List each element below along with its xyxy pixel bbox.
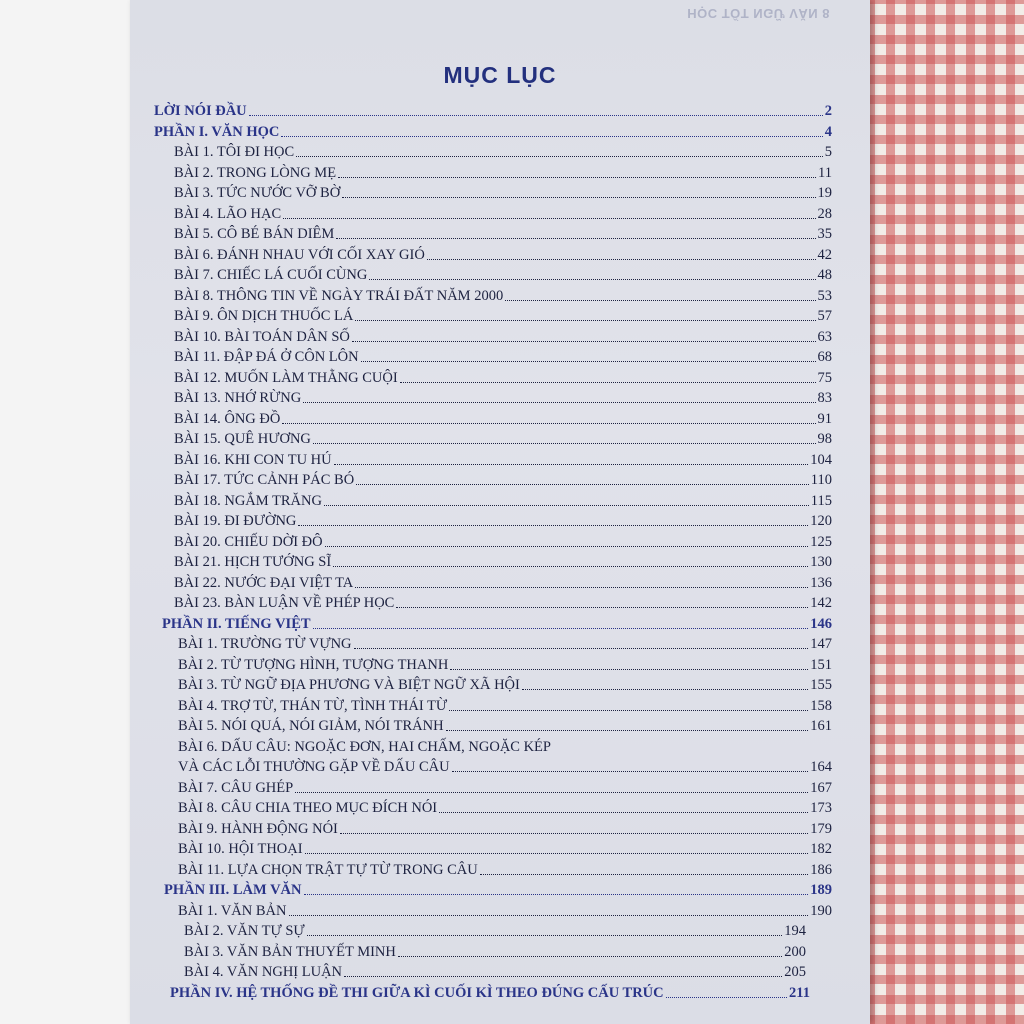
dot-leader <box>298 525 808 526</box>
dot-leader <box>446 730 809 731</box>
dot-leader <box>396 607 808 608</box>
dot-leader <box>400 382 816 383</box>
toc-entry-label: BÀI 2. TRONG LÒNG MẸ <box>174 164 337 181</box>
toc-entry-label: BÀI 23. BÀN LUẬN VỀ PHÉP HỌC <box>174 595 395 611</box>
toc-entry-label: BÀI 9. HÀNH ĐỘNG NÓI <box>178 820 338 837</box>
background-left <box>0 0 130 1024</box>
toc-entry <box>174 429 832 448</box>
toc-entry-page-number: 19 <box>817 185 832 201</box>
dot-leader <box>340 833 808 834</box>
toc-entry-page-number: 104 <box>810 451 832 468</box>
toc-entry-page-number: 57 <box>817 308 832 324</box>
dot-leader <box>450 669 808 670</box>
toc-entry-label: LỜI NÓI ĐẦU <box>154 103 247 119</box>
toc-entry <box>184 921 806 940</box>
toc-entry <box>178 901 832 920</box>
toc-entry-page-number: 158 <box>810 697 832 714</box>
dot-leader <box>356 484 809 485</box>
toc-entry-page-number: 125 <box>810 533 832 550</box>
toc-entry-label: PHẦN II. TIẾNG VIỆT <box>162 615 311 632</box>
toc-entry <box>178 819 832 838</box>
toc-entry-page-number: 2 <box>824 103 832 119</box>
toc-entry-label: BÀI 2. TỪ TƯỢNG HÌNH, TƯỢNG THANH <box>178 656 449 673</box>
toc-entry-page-number: 151 <box>810 656 832 673</box>
toc-entry <box>174 327 832 346</box>
toc-entry <box>178 655 832 674</box>
dot-leader <box>313 628 809 629</box>
dot-leader <box>313 443 816 444</box>
dot-leader <box>427 259 816 260</box>
dot-leader <box>304 894 809 895</box>
toc-entry-label: BÀI 5. NÓI QUÁ, NÓI GIẢM, NÓI TRÁNH <box>178 718 444 734</box>
toc-entry-page-number: 35 <box>817 226 832 242</box>
toc-entry <box>174 388 832 407</box>
toc-section-entry <box>154 122 832 141</box>
toc-entry <box>174 491 832 510</box>
toc-entry <box>174 265 832 284</box>
dot-leader <box>369 279 815 280</box>
toc-entry-page-number: 63 <box>817 328 832 345</box>
toc-entry-page-number: 28 <box>817 205 832 222</box>
dot-leader <box>344 976 782 977</box>
page-title: MỤC LỤC <box>443 62 557 88</box>
toc-entry <box>174 163 832 182</box>
toc-entry-label: BÀI 6. ĐÁNH NHAU VỚI CỐI XAY GIÓ <box>174 246 425 263</box>
toc-entry-label: BÀI 10. BÀI TOÁN DÂN SỐ <box>174 328 350 345</box>
book-page <box>130 0 870 1024</box>
toc-entry <box>174 573 832 592</box>
toc-entry-label: BÀI 17. TỨC CẢNH PÁC BÓ <box>174 472 355 488</box>
toc-entry <box>178 839 832 858</box>
toc-entry-label: BÀI 8. CÂU CHIA THEO MỤC ĐÍCH NÓI <box>178 800 438 816</box>
toc-entry <box>174 532 832 551</box>
toc-entry <box>174 142 832 161</box>
dot-leader <box>355 320 815 321</box>
toc-entry-page-number: 42 <box>817 246 832 263</box>
toc-entry-page-number: 11 <box>818 164 832 181</box>
toc-entry-page-number: 120 <box>810 513 832 529</box>
toc-entry <box>174 552 832 571</box>
toc-entry-page-number: 115 <box>810 492 832 509</box>
toc-entry <box>178 716 832 735</box>
toc-entry-page-number: 98 <box>817 431 832 447</box>
toc-entry <box>174 347 832 366</box>
toc-entry-label: BÀI 6. DẤU CÂU: NGOẶC ĐƠN, HAI CHẤM, NGOẶC KÉP <box>178 738 551 755</box>
toc-entry-label: PHẦN IV. HỆ THỐNG ĐỀ THI GIỮA KÌ CUỐI KÌ THEO ĐÚNG CẤU TRÚC <box>170 984 664 1001</box>
toc-entry-page-number: 142 <box>810 595 832 611</box>
toc-entry-page-number: 4 <box>824 123 832 140</box>
toc-entry-label: BÀI 11. ĐẬP ĐÁ Ở CÔN LÔN <box>174 349 359 365</box>
dot-leader <box>338 177 816 178</box>
toc-entry-page-number: 173 <box>810 800 832 816</box>
dot-leader <box>333 566 808 567</box>
toc-entry-label: BÀI 3. TỪ NGỮ ĐỊA PHƯƠNG VÀ BIỆT NGỮ XÃ HỘI <box>178 677 520 693</box>
toc-entry-page-number: 147 <box>810 636 832 652</box>
bleed-through-text: HỌC TỐT NGỮ VĂN 8 <box>687 6 830 21</box>
toc-entry-label: BÀI 7. CÂU GHÉP <box>178 779 294 796</box>
dot-leader <box>354 648 809 649</box>
toc-entry-label: BÀI 19. ĐI ĐƯỜNG <box>174 513 297 529</box>
toc-entry-label: BÀI 3. TỨC NƯỚC VỠ BỜ <box>174 185 341 201</box>
dot-leader <box>666 997 787 998</box>
toc-entry-page-number: 155 <box>810 677 832 693</box>
dot-leader <box>336 238 815 239</box>
toc-entry-page-number: 167 <box>810 779 832 796</box>
toc-entry-page-number: 53 <box>817 287 832 304</box>
toc-entry-label: BÀI 15. QUÊ HƯƠNG <box>174 431 311 447</box>
toc-entry <box>174 593 832 612</box>
toc-entry-label: BÀI 3. VĂN BẢN THUYẾT MINH <box>184 943 396 960</box>
dot-leader <box>324 505 809 506</box>
toc-entry-label: BÀI 8. THÔNG TIN VỀ NGÀY TRÁI ĐẤT NĂM 2000 <box>174 287 504 304</box>
toc-entry-page-number: 75 <box>817 369 832 386</box>
toc-entry-page-number: 205 <box>784 964 806 980</box>
toc-entry <box>178 860 832 879</box>
toc-entry-label: PHẦN III. LÀM VĂN <box>164 882 302 898</box>
checkered-cloth-background <box>866 0 1024 1024</box>
toc-entry-page-number: 110 <box>810 472 832 488</box>
dot-leader <box>307 935 783 936</box>
toc-entry <box>174 224 832 243</box>
dot-leader <box>452 771 809 772</box>
toc-entry-page-number: 48 <box>817 267 832 283</box>
toc-entry <box>178 757 832 776</box>
toc-entry-page-number: 146 <box>810 615 832 632</box>
dot-leader <box>398 956 782 957</box>
toc-entry-page-number: 211 <box>789 984 810 1001</box>
toc-entry <box>178 778 832 797</box>
toc-entry-page-number: 190 <box>810 902 832 919</box>
toc-entry-page-number: 91 <box>817 410 832 427</box>
toc-entry-label: BÀI 1. TÔI ĐI HỌC <box>174 144 295 160</box>
dot-leader <box>282 423 815 424</box>
toc-entry-label: BÀI 21. HỊCH TƯỚNG SĨ <box>174 554 332 570</box>
toc-entry-label: BÀI 4. LÃO HẠC <box>174 205 282 222</box>
toc-entry-page-number: 130 <box>810 554 832 570</box>
toc-section-entry <box>164 880 832 899</box>
toc-entry-label: BÀI 14. ÔNG ĐỒ <box>174 410 281 427</box>
toc-entry-label: BÀI 11. LỰA CHỌN TRẬT TỰ TỪ TRONG CÂU <box>178 861 478 878</box>
dot-leader <box>505 300 815 301</box>
toc-entry-page-number: 179 <box>810 820 832 837</box>
toc-entry <box>178 634 832 653</box>
toc-entry-label: PHẦN I. VĂN HỌC <box>154 123 280 140</box>
toc-entry <box>178 675 832 694</box>
toc-entry-page-number: 164 <box>810 759 832 775</box>
toc-section-entry <box>154 101 832 120</box>
toc-entry-label: VÀ CÁC LỖI THƯỜNG GẶP VỀ DẤU CÂU <box>178 759 450 775</box>
toc-entry-page-number: 200 <box>784 943 806 960</box>
toc-entry <box>184 962 806 981</box>
toc-entry-page-number: 83 <box>817 390 832 406</box>
toc-entry-label: BÀI 16. KHI CON TU HÚ <box>174 451 332 468</box>
dot-leader <box>439 812 808 813</box>
toc-entry <box>174 470 832 489</box>
toc-entry-label: BÀI 7. CHIẾC LÁ CUỐI CÙNG <box>174 267 368 283</box>
toc-entry-label: BÀI 4. TRỢ TỪ, THÁN TỪ, TÌNH THÁI TỪ <box>178 697 448 714</box>
toc-entry-label: BÀI 1. TRƯỜNG TỪ VỰNG <box>178 636 352 652</box>
toc-entry-page-number: 194 <box>784 923 806 939</box>
toc-entry-label: BÀI 1. VĂN BẢN <box>178 902 287 919</box>
toc-entry-page-number: 189 <box>810 882 832 898</box>
dot-leader <box>296 156 823 157</box>
dot-leader <box>352 341 816 342</box>
toc-entry <box>174 204 832 223</box>
toc-entry <box>174 511 832 530</box>
dot-leader <box>283 218 815 219</box>
dot-leader <box>480 874 809 875</box>
toc-entry-label: BÀI 4. VĂN NGHỊ LUẬN <box>184 964 343 980</box>
toc-entry-label: BÀI 13. NHỚ RỪNG <box>174 390 302 406</box>
dot-leader <box>289 915 809 916</box>
toc-entry <box>174 183 832 202</box>
dot-leader <box>449 710 808 711</box>
dot-leader <box>334 464 809 465</box>
toc-entry <box>174 368 832 387</box>
dot-leader <box>355 587 808 588</box>
toc-entry-label: BÀI 2. VĂN TỰ SỰ <box>184 923 305 939</box>
dot-leader <box>303 402 815 403</box>
toc-entry <box>174 245 832 264</box>
toc-entry <box>174 409 832 428</box>
toc-entry <box>178 798 832 817</box>
toc-section-entry <box>170 983 810 1002</box>
dot-leader <box>325 546 809 547</box>
toc-entry-page-number: 136 <box>810 574 832 591</box>
toc-entry-page-number: 186 <box>810 861 832 878</box>
dot-leader <box>342 197 815 198</box>
dot-leader <box>305 853 809 854</box>
dot-leader <box>295 792 808 793</box>
toc-entry-label: BÀI 20. CHIẾU DỜI ĐÔ <box>174 533 323 550</box>
toc-entry <box>184 942 806 961</box>
toc-entry <box>178 696 832 715</box>
toc-entry-page-number: 161 <box>810 718 832 734</box>
toc-entry-label: BÀI 22. NƯỚC ĐẠI VIỆT TA <box>174 574 354 591</box>
toc-section-entry <box>162 614 832 633</box>
dot-leader <box>522 689 808 690</box>
toc-entry <box>174 450 832 469</box>
toc-entry-label: BÀI 10. HỘI THOẠI <box>178 841 303 857</box>
toc-entry-label: BÀI 18. NGẮM TRĂNG <box>174 492 322 509</box>
toc-entry <box>174 286 832 305</box>
toc-entry <box>174 306 832 325</box>
dot-leader <box>249 115 823 116</box>
toc-entry-page-number: 182 <box>810 841 832 857</box>
toc-entry-label: BÀI 9. ÔN DỊCH THUỐC LÁ <box>174 308 354 324</box>
toc-entry-label: BÀI 12. MUỐN LÀM THẰNG CUỘI <box>174 369 398 386</box>
dot-leader <box>281 136 822 137</box>
dot-leader <box>361 361 816 362</box>
toc-entry-page-number: 5 <box>824 144 832 160</box>
toc-entry <box>178 737 832 756</box>
toc-entry-page-number: 68 <box>817 349 832 365</box>
toc-entry-label: BÀI 5. CÔ BÉ BÁN DIÊM <box>174 226 335 242</box>
